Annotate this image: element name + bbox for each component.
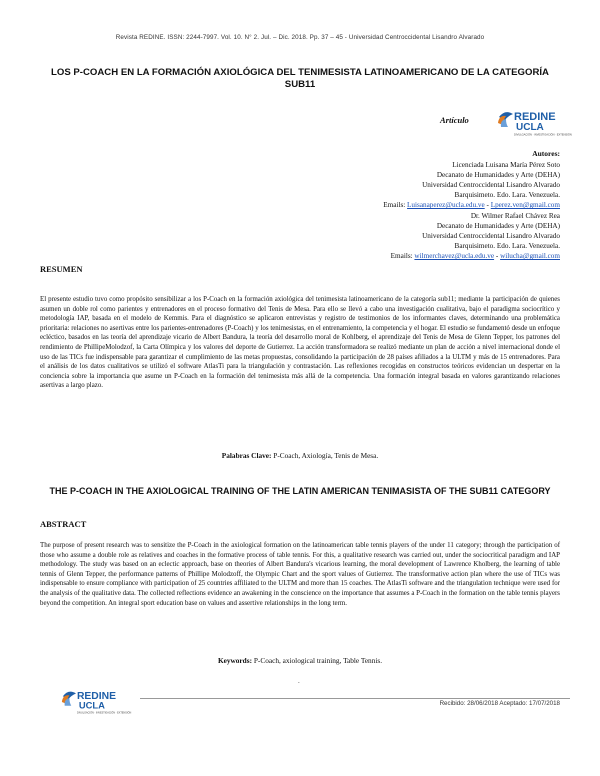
resumen-heading: RESUMEN (40, 264, 83, 274)
footer-divider (140, 698, 570, 699)
email-link[interactable]: Luisanaperez@ucla.edu.ve (407, 201, 485, 210)
logo-mark (62, 692, 76, 706)
author-name: Dr. Wilmer Rafael Chávez Rea (470, 212, 560, 220)
logo-tagline: DIVULGACIÓN · INVESTIGACIÓN · EXTENSIÓN (76, 711, 132, 715)
author-dept: Decanato de Humanidades y Arte (DEHA) (436, 222, 560, 231)
journal-header: Revista REDINE. ISSN: 2244-7997. Vol. 10. N° 2. Jul. – Dic. 2018. Pp. 37 – 45 - Universidad Centroccidental Lisandro Alvarado (115, 34, 485, 41)
article-title-es: LOS P-COACH EN LA FORMACIÓN AXIOLÓGICA DEL TENIMESISTA LATINOAMERICANO DE LA CATEGORÍA SUB11 (51, 67, 549, 90)
keywords-label: Palabras Clave: (221, 451, 272, 460)
keywords-value: P-Coach, Axiología, Tenis de Mesa. (271, 451, 379, 460)
email-link[interactable]: wilmerchavez@ucla.edu.ve (414, 252, 495, 261)
authors-label: Autores: (532, 149, 560, 158)
logo-text-ucla: UCLA (516, 122, 544, 133)
redine-ucla-logo-footer (60, 686, 132, 716)
email-separator: - (494, 252, 501, 261)
logo-text-ucla: UCLA (78, 699, 105, 711)
author-city: Barquisimeto. Edo. Lara. Venezuela. (454, 242, 560, 251)
author-university: Universidad Centroccidental Lisandro Alvarado (422, 232, 560, 241)
email-link[interactable]: wilucha@gmail.com (500, 252, 560, 261)
author-name: Licenciada Luisana María Pérez Soto (452, 161, 560, 169)
author-block-2 (391, 211, 560, 261)
email-link[interactable]: Lperez.ven@gmail.com (490, 201, 560, 210)
author-university: Universidad Centroccidental Lisandro Alvarado (422, 181, 560, 190)
redine-ucla-logo (496, 107, 572, 137)
received-accepted-dates: Recibido: 28/06/2018 Aceptado: 17/07/2018 (439, 700, 560, 707)
keywords-label: Keywords: (217, 656, 253, 665)
author-city: Barquisimeto. Edo. Lara. Venezuela. (454, 191, 560, 200)
logo-text-redine: REDINE (76, 691, 117, 703)
palabras-clave (0, 451, 600, 460)
logo-tagline: DIVULGACIÓN · INVESTIGACIÓN · EXTENSIÓN (514, 133, 572, 137)
article-type-label: Artículo (440, 115, 469, 125)
keywords-value: P-Coach, axiological training, Table Tennis. (252, 656, 383, 665)
abstract-heading: ABSTRACT (40, 519, 87, 529)
email-separator: - (484, 201, 491, 210)
emails-prefix: Emails: (390, 252, 415, 261)
separator-dot: . (298, 677, 300, 685)
author-emails (391, 251, 560, 261)
author-block-1 (383, 160, 560, 210)
keywords-en (0, 656, 600, 665)
article-title-en: THE P-COACH IN THE AXIOLOGICAL TRAINING OF THE LATIN AMERICAN TENIMASISTA OF THE SUB11 CATEGORY (49, 486, 551, 496)
emails-prefix: Emails: (383, 201, 408, 210)
abstract-text: The purpose of present research was to sensitize the P-Coach in the axiological formation on the latinoamerican table tennis players of the under 11 category; through the participation of those who assume a double role as relatives and coaches in the formative process of table tennis. For this, a qualitative research was carried out, under the sociocritical paradigm and IAP methodology. The study was based on an eclectic approach, base on theories of Albert Bandura's vicarious learning, the moral development of Lawrence Kholberg, the learning of table tennis of Glenn Tepper, the performance patterns of Phillipe Molodzoff, the Olympic Chart and the sport values of Gutierrez. The transformative action plan where the use of TICs was indispensable to ensure compliance with participation of 25 countries affiliated to the ULTM and more than 15 coaches. The AtlasTi software and the triangulation technique were used for the analysis of the qualitative data. The collected reflections evidence an awakening in the conscience on the importance that assumes a P-Coach in the formation on the table tennis players beyond the competition. An integral sport education base on values and assertive relationships in the long term. (40, 542, 560, 607)
author-dept: Decanato de Humanidades y Arte (DEHA) (436, 171, 560, 180)
logo-text-redine: REDINE (514, 111, 556, 123)
resumen-text: El presente estudio tuvo como propósito sensibilizar a los P-Coach en la formación axiológica del tenimesista latinoamericano de la categoría sub11; mediante la participación de quienes asumen un doble rol como parientes y entrenadores en el proceso formativo del Tenis de Mesa. Para ello se llevó a cabo una investigación cualitativa, bajo el paradigma sociocrítico y metodología IAP, basada en el modelo de Kemmis. Para el diagnóstico se aplicaron entrevistas y registro de testimonios de los informantes claves, determinando una problemática prioritaria: relaciones no asertivas entre los parientes-entrenadores (P-Coach) y los tenimesistas, en el entrenamiento, la competencia y el hogar. El estudio se fundamentó desde un enfoque ecléctico, basados en las teoría del aprendizaje vicario de Albert Bandura, la teoría del desarrollo moral de Kohlberg, el aprendizaje del Tenis de Mesa de Glenn Tepper, los patrones del rendimiento de PhillipeMolodzof, la Carta Olímpica y los valores del deporte de Gutierrez. La acción transformadora se realizó mediante un plan de acción a nivel internacional donde el uso de las TICs fue indispensable para garantizar el cumplimiento de las metas propuestas, consolidando la participación de 28 países afiliados a la ULTM y más de 15 entrenadores. Para el análisis de los datos cualitativos se utilizó el software AtlasTi para la triangulación y contrastación. Las reflexiones recogidas en constructos teóricos evidencian un despertar en la conciencia sobre la importancia que asume un P-Coach en la formación del tenimesista más allá de la competencia. Una formación integral basada en valores garantizando relaciones asertivas a largo plazo. (40, 296, 560, 390)
author-emails (383, 200, 560, 210)
logo-mark (498, 112, 513, 127)
